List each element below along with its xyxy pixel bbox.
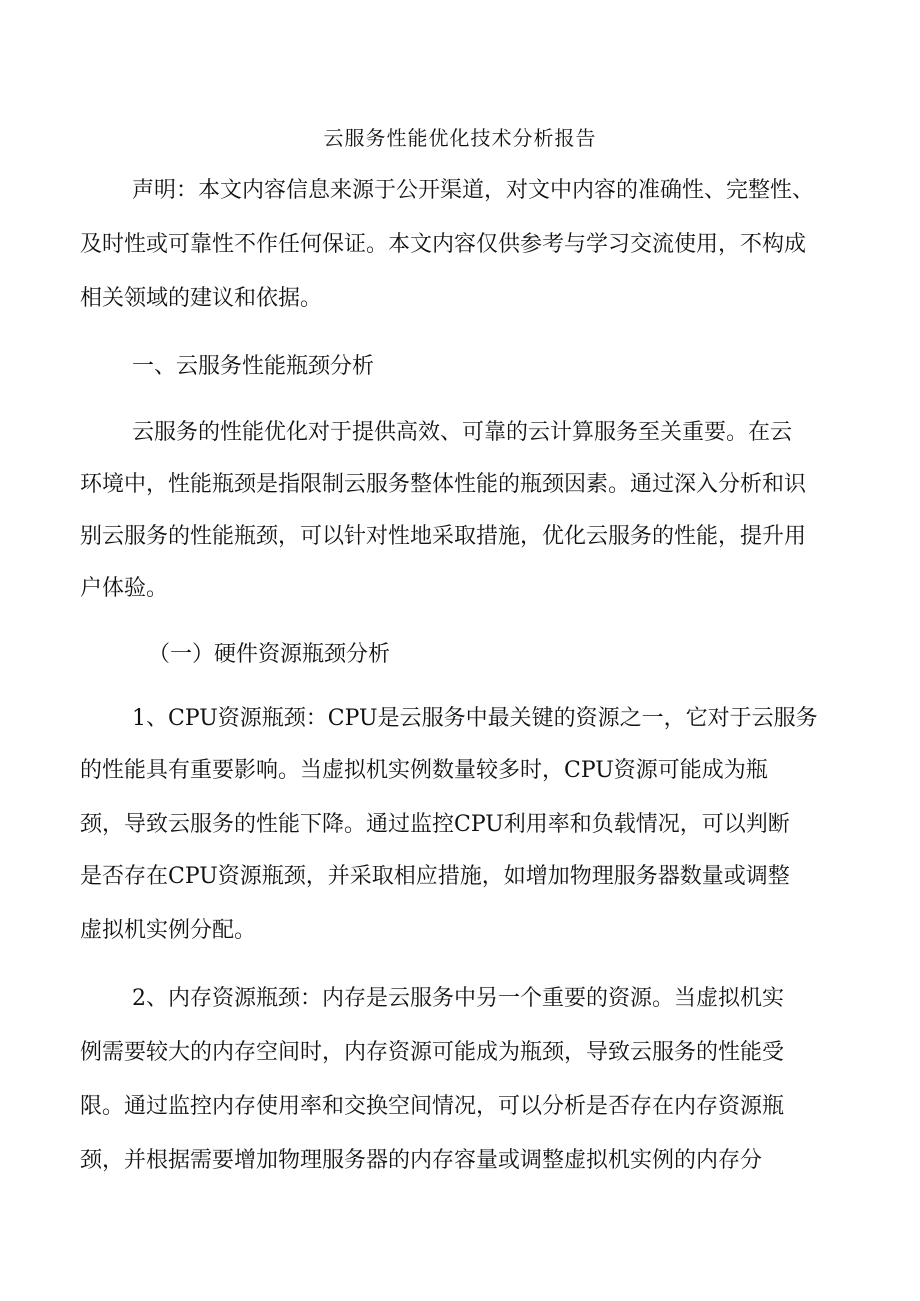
paragraph-line: 别云服务的性能瓶颈，可以针对性地采取措施，优化云服务的性能，提升用 <box>80 524 807 549</box>
cpu-paragraph-line: 颈，导致云服务的性能下降。通过监控CPU利用率和负载情况，可以判断 <box>80 812 790 837</box>
subsection-heading-1: （一）硬件资源瓶颈分析 <box>148 642 391 667</box>
memory-paragraph-line: 例需要较大的内存空间时，内存资源可能成为瓶颈，导致云服务的性能受 <box>80 1040 785 1065</box>
disclaimer-line-3: 相关领域的建议和依据。 <box>80 286 323 311</box>
paragraph-line: 户体验。 <box>80 576 169 601</box>
cpu-paragraph-line: 是否存在CPU资源瓶颈，并采取相应措施，如增加物理服务器数量或调整 <box>80 864 790 889</box>
paragraph-line: 环境中，性能瓶颈是指限制云服务整体性能的瓶颈因素。通过深入分析和识 <box>80 472 807 497</box>
disclaimer-line-2: 及时性或可靠性不作任何保证。本文内容仅供参考与学习交流使用，不构成 <box>80 232 807 257</box>
memory-paragraph-line: 2、内存资源瓶颈：内存是云服务中另一个重要的资源。当虚拟机实 <box>132 986 784 1011</box>
disclaimer-line-1: 声明：本文内容信息来源于公开渠道，对文中内容的准确性、完整性、 <box>132 178 815 203</box>
memory-paragraph-line: 限。通过监控内存使用率和交换空间情况，可以分析是否存在内存资源瓶 <box>80 1094 785 1119</box>
section-heading-1: 一、云服务性能瓶颈分析 <box>132 354 375 379</box>
cpu-paragraph-line: 的性能具有重要影响。当虚拟机实例数量较多时，CPU资源可能成为瓶 <box>80 758 768 783</box>
paragraph-line: 云服务的性能优化对于提供高效、可靠的云计算服务至关重要。在云 <box>132 420 793 445</box>
cpu-paragraph-line: 1、CPU资源瓶颈：CPU是云服务中最关键的资源之一，它对于云服务 <box>132 706 818 731</box>
memory-paragraph-line: 颈，并根据需要增加物理服务器的内存容量或调整虚拟机实例的内存分 <box>80 1148 763 1173</box>
document-title: 云服务性能优化技术分析报告 <box>323 126 597 150</box>
cpu-paragraph-line: 虚拟机实例分配。 <box>80 918 257 943</box>
